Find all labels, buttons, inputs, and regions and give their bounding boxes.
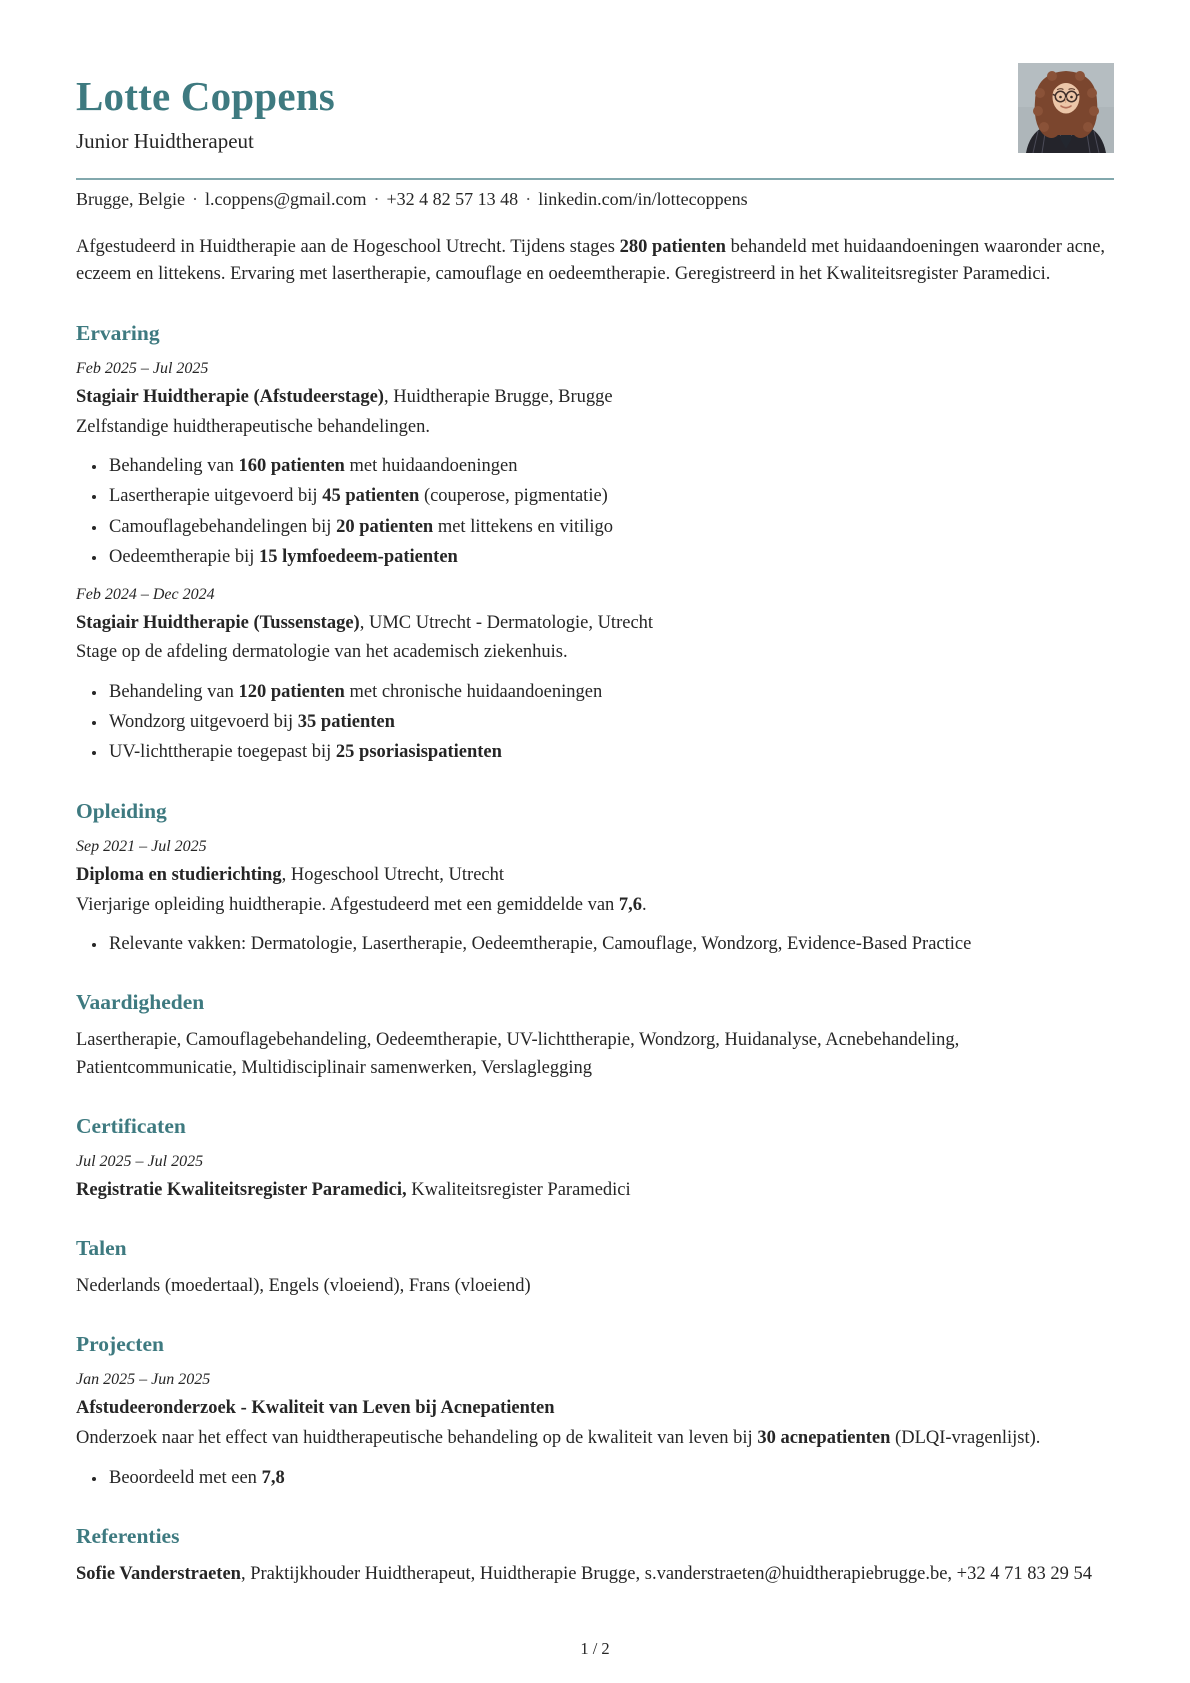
entry-bullets	[76, 931, 1114, 958]
bullet-item: • Behandeling van 120 patienten met chronische huidaandoeningen	[107, 679, 1114, 706]
entry-title-bold: Registratie Kwaliteitsregister Paramedici,	[76, 1180, 407, 1201]
section-certificaten	[76, 1114, 1114, 1204]
section-opleiding	[76, 799, 1114, 959]
person-job-title: Junior Huidtherapeut	[76, 129, 254, 154]
bullet-item: • Lasertherapie uitgevoerd bij 45 patienten (couperose, pigmentatie)	[107, 483, 1114, 510]
entry-title-rest: Kwaliteitsregister Paramedici	[406, 1180, 631, 1201]
section-heading: Referenties	[76, 1523, 180, 1548]
section-heading: Vaardigheden	[76, 990, 205, 1015]
section-entries	[76, 1153, 1114, 1204]
resume-sections	[76, 321, 1114, 1588]
entry-bullets	[76, 453, 1114, 572]
entry-description: Stage op de afdeling dermatologie van het academisch ziekenhuis.	[76, 642, 568, 663]
entry-title	[76, 1177, 1114, 1204]
resume-entry	[76, 1153, 1114, 1204]
contact-separator: ·	[373, 189, 380, 210]
resume-entry	[76, 838, 1114, 959]
entry-title-bold: Stagiair Huidtherapie (Afstudeerstage)	[76, 386, 384, 407]
entry-description: Nederlands (moedertaal), Engels (vloeiend), Frans (vloeiend)	[76, 1275, 531, 1296]
resume-entry	[76, 1027, 1114, 1082]
entry-title-rest: , Huidtherapie Brugge, Brugge	[383, 386, 613, 407]
bullet-item: • UV-lichttherapie toegepast bij 25 psoriasispatienten	[107, 739, 1114, 766]
section-entries	[76, 1273, 1114, 1300]
bullet-item: • Beoordeeld met een 7,8	[107, 1465, 1114, 1492]
resume-entry	[76, 1273, 1114, 1300]
entry-dates: Jul 2025 – Jul 2025	[76, 1153, 204, 1171]
entry-title	[76, 384, 1114, 411]
section-entries	[76, 1561, 1114, 1588]
contact-phone: +32 4 82 57 13 48	[386, 189, 519, 210]
contact-separator: ·	[525, 189, 532, 210]
section-entries	[76, 1371, 1114, 1492]
section-entries	[76, 360, 1114, 767]
entry-dates: Sep 2021 – Jul 2025	[76, 837, 207, 855]
page-footer	[0, 1639, 1190, 1659]
entry-title	[76, 862, 1114, 889]
section-heading: Talen	[76, 1235, 127, 1260]
resume-entry	[76, 586, 1114, 767]
section-talen	[76, 1236, 1114, 1300]
section-entries	[76, 1027, 1114, 1082]
entry-title	[76, 1395, 1114, 1422]
section-projecten	[76, 1332, 1114, 1492]
bullet-item: • Behandeling van 160 patienten met huidaandoeningen	[107, 453, 1114, 480]
section-heading: Projecten	[76, 1332, 164, 1357]
contact-separator: ·	[191, 189, 198, 210]
entry-dates: Jan 2025 – Jun 2025	[76, 1371, 211, 1389]
resume-entry	[76, 1561, 1114, 1588]
section-referenties	[76, 1524, 1114, 1588]
entry-dates: Feb 2024 – Dec 2024	[76, 585, 215, 603]
bullet-item: • Relevante vakken: Dermatologie, Lasertherapie, Oedeemtherapie, Camouflage, Wondzorg, Evidence-Based Practice	[107, 931, 1114, 958]
entry-dates: Feb 2025 – Jul 2025	[76, 359, 209, 377]
page-number: 1 / 2	[580, 1639, 610, 1658]
entry-title-bold: Stagiair Huidtherapie (Tussenstage)	[76, 612, 360, 633]
section-entries	[76, 838, 1114, 959]
contact-location: Brugge, Belgie	[76, 189, 185, 210]
entry-description: Onderzoek naar het effect van huidtherapeutische behandeling op de kwaliteit van leven bij 30 acnepatienten (DLQI-vragenlijst).	[76, 1428, 1041, 1449]
section-heading: Opleiding	[76, 798, 167, 823]
entry-title-rest: , UMC Utrecht - Dermatologie, Utrecht	[359, 612, 654, 633]
profile-photo	[1018, 63, 1114, 153]
contact-line	[76, 189, 1114, 210]
resume-entry	[76, 1371, 1114, 1492]
bullet-item: • Camouflagebehandelingen bij 20 patienten met littekens en vitiligo	[107, 514, 1114, 541]
header-divider	[76, 178, 1114, 180]
entry-bullets	[76, 679, 1114, 767]
entry-bullets	[76, 1465, 1114, 1492]
summary-paragraph: Afgestudeerd in Huidtherapie aan de Hogeschool Utrecht. Tijdens stages 280 patienten behandeld met huidaandoeningen waaronder acne, eczeem en littekens. Ervaring met lasertherapie, camouflage en oedeemtherapie. Geregistreerd in het Kwaliteitsregister Paramedici.	[76, 237, 1106, 285]
entry-title-rest: , Hogeschool Utrecht, Utrecht	[281, 864, 505, 885]
section-ervaring	[76, 321, 1114, 767]
header-text-block	[76, 60, 335, 154]
entry-description: Sofie Vanderstraeten, Praktijkhouder Huidtherapeut, Huidtherapie Brugge, s.vanderstraeten@huidtherapiebrugge.be, +32 4 71 83 29 54	[76, 1563, 1092, 1584]
entry-description: Vierjarige opleiding huidtherapie. Afgestudeerd met een gemiddelde van 7,6.	[76, 894, 647, 915]
entry-title-bold: Afstudeeronderzoek - Kwaliteit van Leven bij Acnepatienten	[76, 1398, 555, 1419]
entry-title-bold: Diploma en studierichting	[76, 864, 282, 885]
entry-description: Lasertherapie, Camouflagebehandeling, Oedeemtherapie, UV-lichttherapie, Wondzorg, Huidanalyse, Acnebehandeling, Patientcommunicatie, Multidisciplinair samenwerken, Verslaglegging	[76, 1030, 960, 1078]
section-heading: Ervaring	[76, 320, 160, 345]
entry-description: Zelfstandige huidtherapeutische behandelingen.	[76, 416, 430, 437]
section-heading: Certificaten	[76, 1114, 186, 1139]
portrait-illustration	[1018, 63, 1114, 153]
resume-entry	[76, 360, 1114, 572]
section-vaardigheden	[76, 990, 1114, 1082]
bullet-item: • Oedeemtherapie bij 15 lymfoedeem-patienten	[107, 544, 1114, 571]
person-name: Lotte Coppens	[76, 73, 335, 119]
contact-email: l.coppens@gmail.com	[204, 189, 367, 210]
contact-linkedin: linkedin.com/in/lottecoppens	[538, 189, 748, 210]
resume-header	[76, 60, 1114, 154]
bullet-item: • Wondzorg uitgevoerd bij 35 patienten	[107, 709, 1114, 736]
entry-title	[76, 610, 1114, 637]
